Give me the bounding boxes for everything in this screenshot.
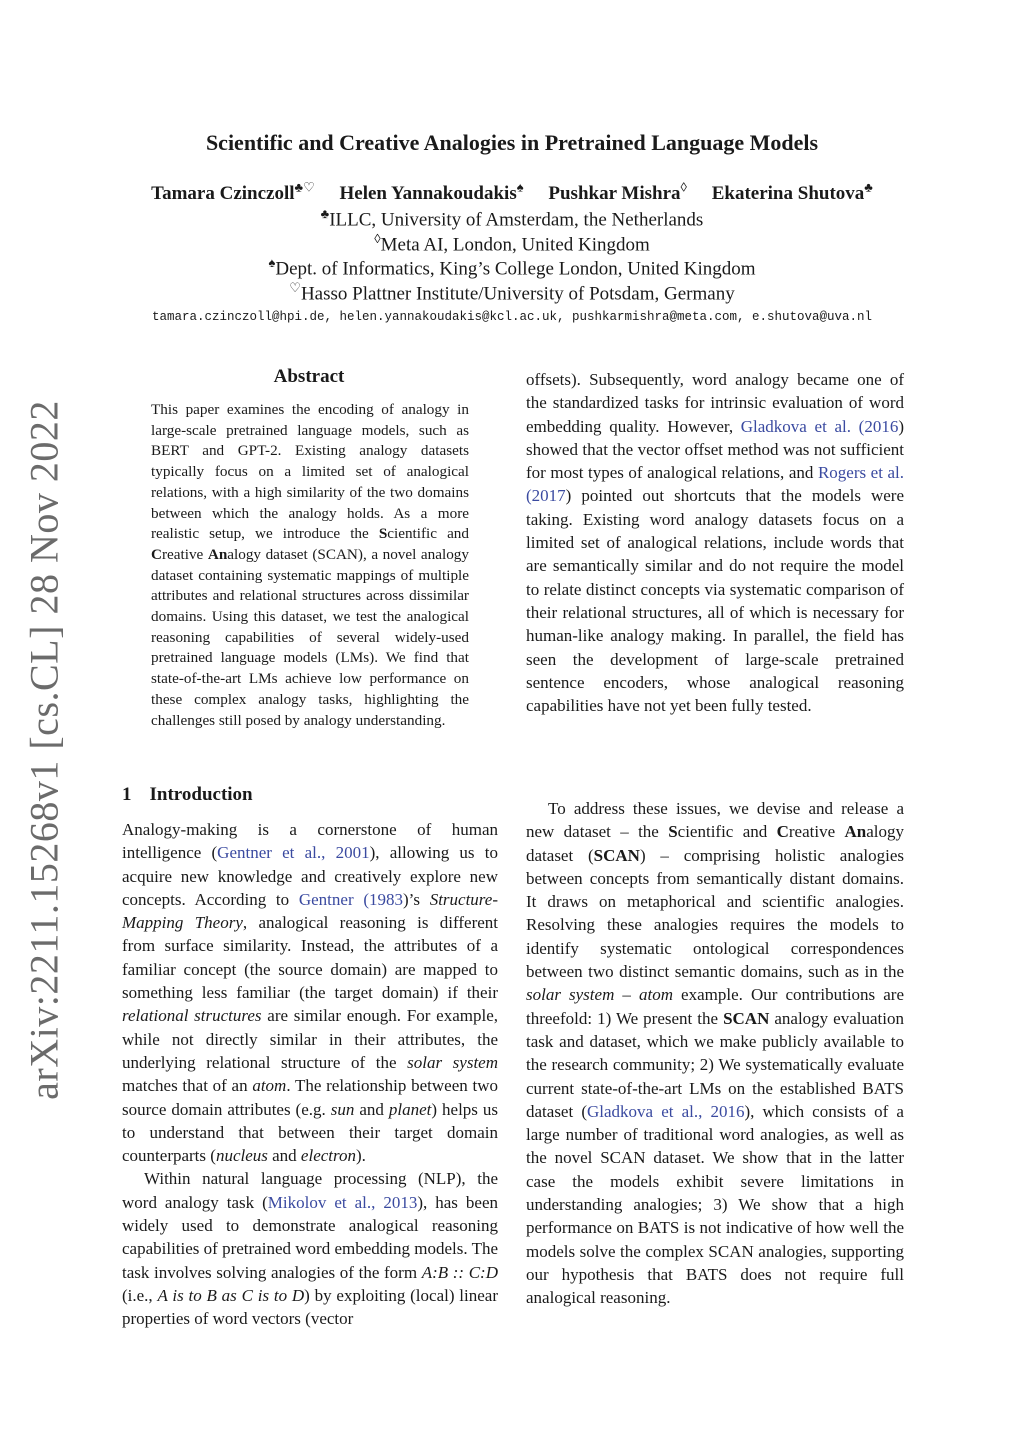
citation-link[interactable]: Gladkova et al. (2016 — [740, 416, 899, 436]
left-column-text — [122, 818, 498, 1331]
affiliation: ♠Dept. of Informatics, King’s College London, United Kingdom — [268, 255, 756, 280]
section-heading-introduction: 1 Introduction — [122, 784, 253, 805]
paragraph: Within natural language processing (NLP), the word analogy task (Mikolov et al., 2013), has been widely used to demonstrate analogical reasoning capabilities of pretrained word embedding models. The task involves solving analogies of the form A:B :: C:D (i.e., A is to B as C is to D) by exploiting (local) linear properties of word vectors (vector — [122, 1169, 498, 1329]
paragraph: To address these issues, we devise and release a new dataset – the Scientific and Creative Analogy dataset (SCAN) – comprising holistic analogies between concepts from semantically distant domains. It draws on metaphorical and scientific analogies. Resolving these analogies requires the models to identify systematic ontological correspondences between two distinct semantic domains, such as in the solar system – atom example. Our contributions are threefold: 1) We present the SCAN analogy evaluation task and dataset, which we make publicly available to the research community; 2) We systematically evaluate current state-of-the-art LMs on the established BATS dataset (Gladkova et al., 2016), which consists of a large number of traditional word analogies, as well as the novel SCAN dataset. We show that in the latter case the models exhibit severe limitations in understanding analogies; 3) We show that a high performance on BATS is not indicative of how well the models solve the complex SCAN analogies, supporting our hypothesis that BATS does not require full analogical reasoning. — [526, 799, 905, 1308]
affiliation: ◊Meta AI, London, United Kingdom — [374, 231, 650, 256]
author: Pushkar Mishra◊ — [548, 180, 687, 205]
paragraph: offsets). Subsequently, word analogy became one of the standardized tasks for intrinsic evaluation of word embedding quality. However, Gladkova et al. (2016) showed that the vector offset method was not sufficient for most types of analogical relations, and Rogers et al. (2017) pointed out shortcuts that the models were taking. Existing word analogy datasets focus on a limited set of analogical relations, include words that are semantically similar and do not require the model to relate distinct concepts via systematic comparison of their relational structures, all of which is necessary for human-like analogy making. In parallel, the field has seen the development of large-scale pretrained sentence encoders, whose analogical reasoning capabilities have not yet been fully tested. — [526, 370, 904, 716]
right-column-text-top — [526, 368, 904, 717]
citation-link[interactable]: Gladkova et al., 2016 — [586, 1101, 745, 1121]
arxiv-identifier: arXiv:2211.15268v1 [cs.CL] 28 Nov 2022 — [21, 400, 67, 1100]
author-emails: tamara.czinczoll@hpi.de, helen.yannakoudakis@kcl.ac.uk, pushkarmishra@meta.com, e.shutova@uva.nl — [151, 310, 873, 324]
author: Ekaterina Shutova♣ — [711, 180, 873, 205]
abstract-body: This paper examines the encoding of analogy in large-scale pretrained language models, such as BERT and GPT-2. Existing analogy datasets typically focus on a limited set of analogical relations, with a high similarity of the two domains between which the analogy holds. As a more realistic setup, we introduce the Scientific and Creative Analogy dataset (SCAN), a novel analogy dataset containing systematic mappings of multiple attributes and relational structures across dissimilar domains. Using this dataset, we test the analogical reasoning capabilities of several widely-used pretrained language models (LMs). We find that state-of-the-art LMs achieve low performance on these complex analogy tasks, highlighting the challenges still posed by analogy understanding. — [151, 401, 469, 729]
citation-link[interactable]: Gentner (1983 — [298, 889, 403, 909]
abstract-heading: Abstract — [273, 366, 345, 387]
citation-link[interactable]: Mikolov et al., 2013 — [267, 1192, 418, 1212]
author: Helen Yannakoudakis♠ — [339, 180, 524, 205]
affiliation: ♣ILLC, University of Amsterdam, the Netherlands — [320, 206, 704, 231]
paper-title: Scientific and Creative Analogies in Pretrained Language Models — [205, 130, 819, 155]
arxiv-sidebar — [14, 400, 74, 1100]
author: Tamara Czinczoll♣♡ — [151, 180, 315, 205]
affiliation: ♡Hasso Plattner Institute/University of Potsdam, Germany — [289, 280, 735, 305]
citation-link[interactable]: Gentner et al., 2001 — [217, 843, 370, 863]
paragraph: Analogy-making is a cornerstone of human intelligence (Gentner et al., 2001), allowing us to acquire new knowledge and creatively explore new concepts. According to Gentner (1983)’s Structure-Mapping Theory, analogical reasoning is different from surface similarity. Instead, the attributes of a familiar concept (the source domain) are mapped to something less familiar (the target domain) if their relational structures are similar enough. For example, while not directly similar in their attributes, the underlying relational structure of the solar system matches that of an atom. The relationship between two source domain attributes (e.g. sun and planet) helps us to understand that between their target domain counterparts (nucleus and electron). — [122, 820, 499, 1166]
citation-link[interactable]: Rogers et al. (2017 — [526, 463, 904, 506]
right-column-text-bottom — [526, 797, 904, 1310]
author-list — [0, 180, 1024, 205]
